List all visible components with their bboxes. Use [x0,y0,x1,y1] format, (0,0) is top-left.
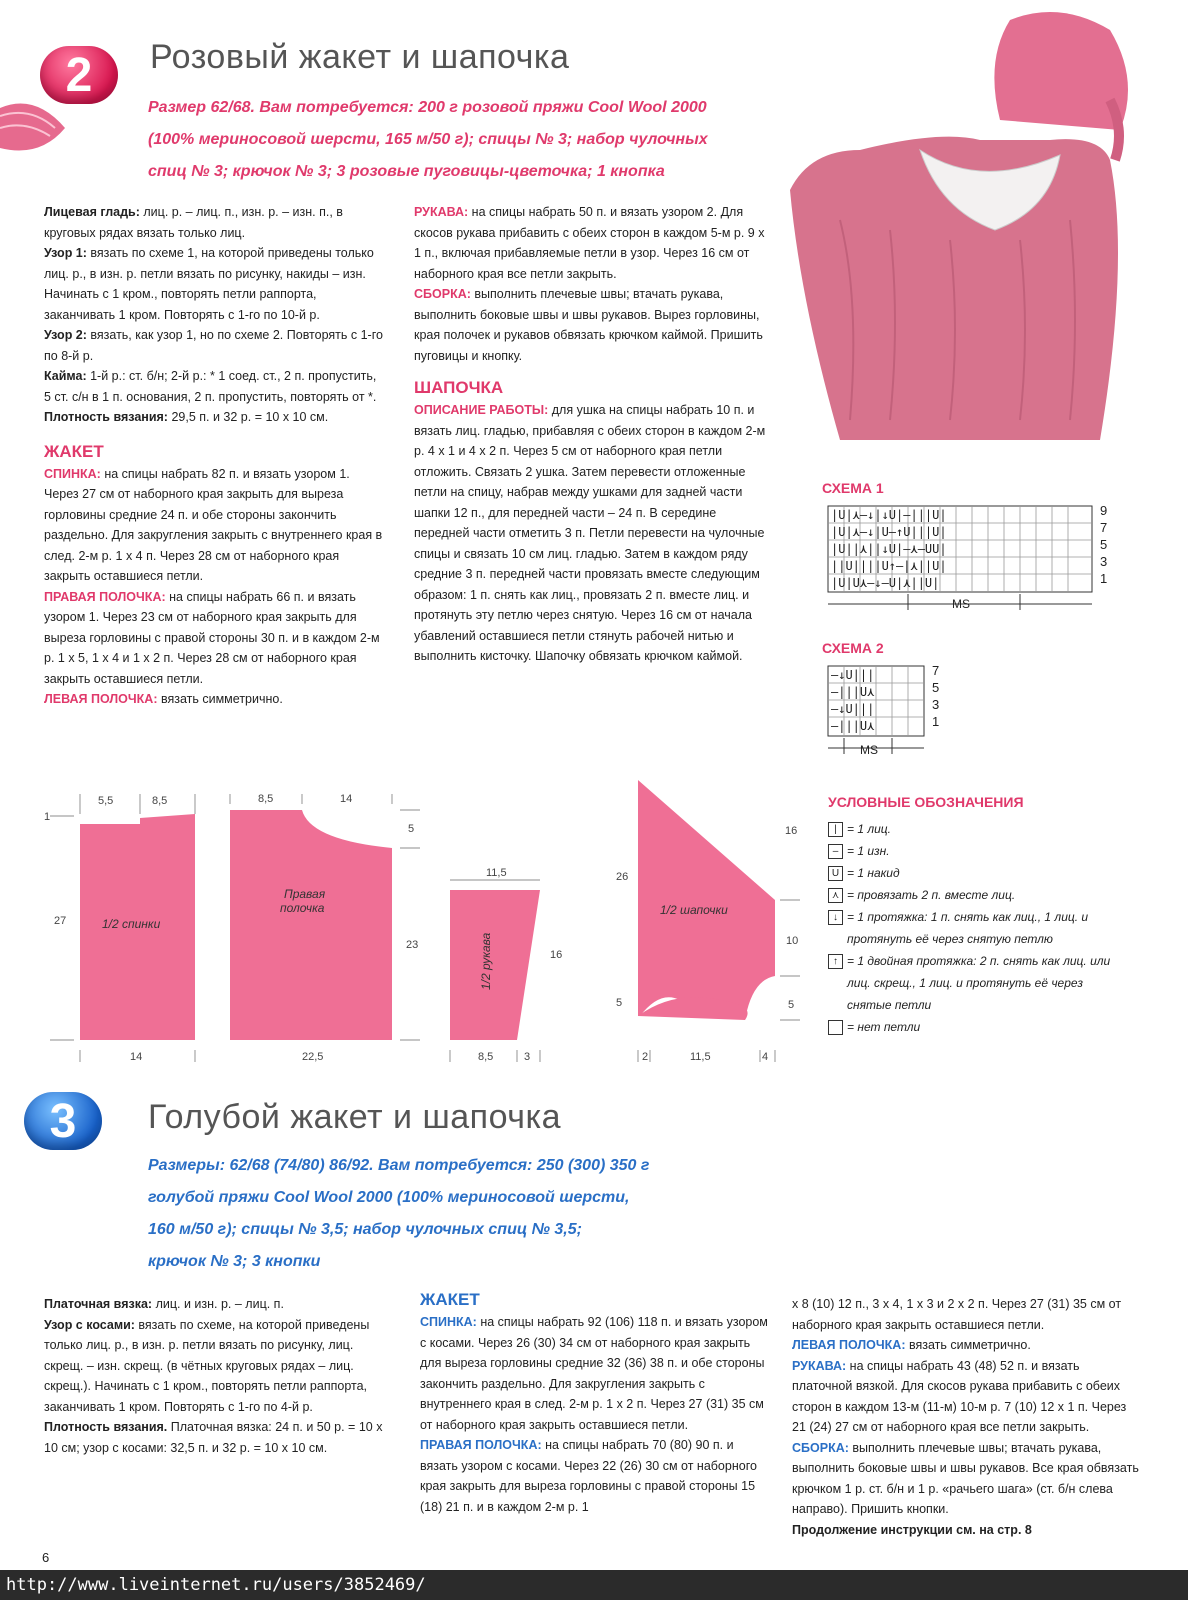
schema-2-row: 7 [932,663,940,678]
source-url[interactable]: http://www.liveinternet.ru/users/3852469/ [6,1575,426,1595]
dim: 3 [524,1051,531,1063]
dim: 11,5 [486,867,507,879]
pattern-pieces [40,780,820,1070]
section-title: Голубой жакет и шапочка [148,1098,561,1136]
svg-text:–↓U|||: –↓U||| [831,668,875,682]
schema-1-row: 5 [1100,537,1108,552]
schema-1-chart [818,502,1118,620]
yarn-over-symbol-icon: U [828,866,843,881]
dim: 2 [642,1051,649,1063]
url-bar [0,1570,1188,1600]
schema-1-row: 1 [1100,571,1108,586]
dim: 16 [550,949,563,961]
no-stitch-symbol-icon [828,1020,843,1035]
schema-1-row: 9 [1100,503,1108,518]
legend-title: УСЛОВНЫЕ ОБОЗНАЧЕНИЯ [828,794,1024,810]
schema-1-row: 3 [1100,554,1108,569]
hat-piece [638,780,775,1020]
schema-2-row: 5 [932,680,940,695]
dim: 8,5 [152,795,168,807]
svg-text:|U|U⋏–↓–U|⋏||U|: |U|U⋏–↓–U|⋏||U| [831,576,940,590]
section2-column-2: РУКАВА: на спицы набрать 50 п. и вязать узором 2. Для скосов рукава прибавить с обеих сторон в каждом 5-м р. 9 х 1 п., включая прибавляемые петли в узор. Через 16 см от наборного края все петли закрыть. СБОРКА: выполнить плечевые швы; втачать рукава, выполнить боковые швы и швы рукавов. Вырез горловины, края полочек и рукавов обвязать крючком каймой. Пришить пуговицы и кнопку. ШАПОЧКА ОПИСАНИЕ РАБОТЫ: для ушка на спицы набрать 10 п. и вязать лиц. гладью, прибавляя с обеих сторон в каждом 2-м р. 4 х 1 и 4 х 2 п. Через 5 см от наборного края петли отложить. Связать 2 ушка. Затем перевести отложенные петли на спицу, набрав между ушками для задней части шапки 12 п., для передней части – 24 п. В середине передней части отметить 3 п. Петли перевести на чулочные спицы и связать 10 см лиц. гладью. Затем в каждом ряду средние 3 п. передней части провязать вместе следующим образом: 1 п. снять как лиц., провязать 2 п. вместе лиц. и протянуть эту петлю через снятую. Через 16 см от начала убавлений оставшиеся петли стянуть рабочей нитью и выполнить кисточку. Шапочку обвязать крючком каймой. [414,205,766,663]
svg-text:|U||⋏||↓U|–⋏–UU|: |U||⋏||↓U|–⋏–UU| [831,542,947,556]
section-number-badge: 3 [24,1092,102,1150]
legend-item: | = 1 лиц. [828,818,1128,840]
legend-item: ↑ = 1 двойная протяжка: 2 п. снять как лиц. или лиц. скрещ., 1 лиц. и протянуть её через снятые петли [828,950,1128,1016]
svg-text:||U||||U↑–|⋏||U|: ||U||||U↑–|⋏||U| [831,559,947,573]
schema-2-row: 1 [932,714,940,729]
front-label: Правая [284,887,326,901]
section3-column-1: Платочная вязка: лиц. и изн. р. – лиц. п. Узор с косами: вязать по схеме, на которой приведены только лиц. р., в изн. р. петли вязать по рисунку, лиц. скрещ. – изн. скрещ. (в чётных круговых рядах – лиц. скрещ.). Начинать с 1 кром., повторять петли раппорта, заканчивать 1 кром. Повторять с 1-го по 4-й р. Плотность вязания. Платочная вязка: 24 п. и 50 р. = 10 х 10 см; узор с косами: 32,5 п. и 32 р. = 10 х 10 см. [44,1297,383,1455]
schema-2-chart [818,662,948,762]
section3-column-2: ЖАКЕТ СПИНКА: на спицы набрать 92 (106) 118 п. и вязать узором с косами. Через 26 (30) 34 см от наборного края закрыть для выреза горловины средние 32 (36) 38 п. и обе стороны закончить раздельно. Для закругления закрыть с внутреннего края в след. 2-м р. 1 х 2 п. Через 27 (31) 35 см от наборного края закрыть оставшиеся петли. ПРАВАЯ ПОЛОЧКА: на спицы набрать 70 (80) 90 п. и вязать узором с косами. Через 22 (26) 30 см от наборного края закрыть для выреза горловины с правой стороны 15 (18) 21 п. и в каждом 2-м р. 1 [420,1290,768,1514]
schema-1-row: 7 [1100,520,1108,535]
legend-item: – = 1 изн. [828,840,1128,862]
schema-2-row: 3 [932,697,940,712]
svg-text:|U|⋏–↓|↓U|–|||U|: |U|⋏–↓|↓U|–|||U| [831,508,947,522]
double-skpo-symbol-icon: ↑ [828,954,843,969]
legend-item: ↓ = 1 протяжка: 1 п. снять как лиц., 1 лиц. и протянуть её через снятую петлю [828,906,1128,950]
svg-text:|U|⋏–↓|U–↑U|||U|: |U|⋏–↓|U–↑U|||U| [831,525,947,539]
dim: 10 [786,935,799,947]
dim: 23 [406,939,419,951]
dim: 14 [340,793,353,805]
dim: 5 [616,997,623,1009]
schema-2-ms: MS [860,743,878,757]
sleeve-label: 1/2 рукава [479,932,493,990]
dim: 1 [44,811,51,823]
requirements: Размеры: 62/68 (74/80) 86/92. Вам потребуется: 250 (300) 350 г голубой пряжи Cool Wool 2000 (100% мериносовой шерсти, 160 м/50 г); спицы № 3,5; набор чулочных спиц № 3,5; крючок № 3; 3 кнопки [148,1157,650,1270]
section-number-badge: 2 [40,46,118,104]
legend-item: U = 1 накид [828,862,1128,884]
section2-column-1: Лицевая гладь: лиц. р. – лиц. п., изн. р. – изн. п., в круговых рядах вязать только лиц. Узор 1: вязать по схеме 1, на которой приведены только лиц. р., в изн. р. петли вязать по рисунку, накиды – изн. Начинать с 1 кром., повторять петли раппорта, заканчивать 1 кром. Повторять с 1-го по 10-й р. Узор 2: вязать, как узор 1, но по схеме 2. Повторять с 1-го по 8-й р. Кайма: 1-й р.: ст. б/н; 2-й р.: * 1 соед. ст., 2 п. пропустить, 5 ст. с/н в 1 п. основания, 2 п. пропустить, повторять от *. Плотность вязания: 29,5 п. и 32 р. = 10 х 10 см. ЖАКЕТ СПИНКА: на спицы набрать 82 п. и вязать узором 1. Через 27 см от наборного края закрыть для выреза горловины средние 24 п. и обе стороны закончить раздельно. Для закругления закрыть с внутреннего края в след. 2-м р. 1 х 4 п. Через 28 см от наборного края закрыть оставшиеся петли. ПРАВАЯ ПОЛОЧКА: на спицы набрать 66 п. и вязать узором 1. Через 23 см от наборного края закрыть для выреза горловины с правой стороны 30 п. и в каждом 2-м р. 1 х 5, 1 х 4 и 1 х 2 п. Через 28 см от наборного края закрыть оставшиеся петли. ЛЕВАЯ ПОЛОЧКА: вязать симметрично. [44,205,383,706]
dim: 5 [788,999,795,1011]
k2tog-symbol-icon: ⋏ [828,888,843,903]
sleeve-piece [450,890,540,1040]
dim: 5 [408,823,415,835]
dim: 14 [130,1051,143,1063]
dim: 8,5 [478,1051,494,1063]
front-label: полочка [280,901,325,915]
dim: 26 [616,871,629,883]
dim: 5,5 [98,795,114,807]
legend [828,818,1128,1038]
schema-2-title: СХЕМА 2 [822,640,884,656]
back-label: 1/2 спинки [102,917,161,931]
front-piece [230,810,392,1040]
dim: 8,5 [258,793,274,805]
purl-symbol-icon: – [828,844,843,859]
schema-1-title: СХЕМА 1 [822,480,884,496]
jacket-photo [780,0,1188,445]
svg-text:–|||U⋏: –|||U⋏ [831,685,875,699]
dim: 27 [54,915,67,927]
svg-text:–↓U|||: –↓U||| [831,702,875,716]
knit-symbol-icon: | [828,822,843,837]
hat-label: 1/2 шапочки [660,903,728,917]
legend-item: = нет петли [828,1016,1128,1038]
requirements: Размер 62/68. Вам потребуется: 200 г розовой пряжи Cool Wool 2000 (100% мериносовой шерсти, 165 м/50 г); спицы № 3; набор чулочных спиц № 3; крючок № 3; 3 розовые пуговицы-цветочка; 1 кнопка [148,99,708,180]
schema-1-ms: MS [952,597,970,611]
dim: 11,5 [690,1051,711,1063]
dim: 4 [762,1051,769,1063]
legend-item: ⋏ = провязать 2 п. вместе лиц. [828,884,1128,906]
dim: 22,5 [302,1051,324,1063]
section3-column-3: х 8 (10) 12 п., 3 х 4, 1 х 3 и 2 х 2 п. Через 27 (31) 35 см от наборного края закрыть оставшиеся петли. ЛЕВАЯ ПОЛОЧКА: вязать симметрично. РУКАВА: на спицы набрать 43 (48) 52 п. и вязать платочной вязкой. Для скосов рукава прибавить с обеих сторон в каждом 13-м (11-м) 10-м р. 7 (10) 12 х 1 п. Через 21 (24) 27 см от наборного края все петли закрыть. СБОРКА: выполнить плечевые швы; втачать рукава, выполнить боковые швы и швы рукавов. Все края обвязать крючком 1 р. ст. б/н и 1 р. «рачьего шага» (ст. б/н слева направо). Пришить кнопки. Продолжение инструкции см. на стр. 8 [792,1297,1139,1537]
skpo-symbol-icon: ↓ [828,910,843,925]
dim: 16 [785,825,798,837]
svg-text:–|||U⋏: –|||U⋏ [831,719,875,733]
page-number: 6 [42,1550,50,1565]
section-title: Розовый жакет и шапочка [150,38,570,76]
